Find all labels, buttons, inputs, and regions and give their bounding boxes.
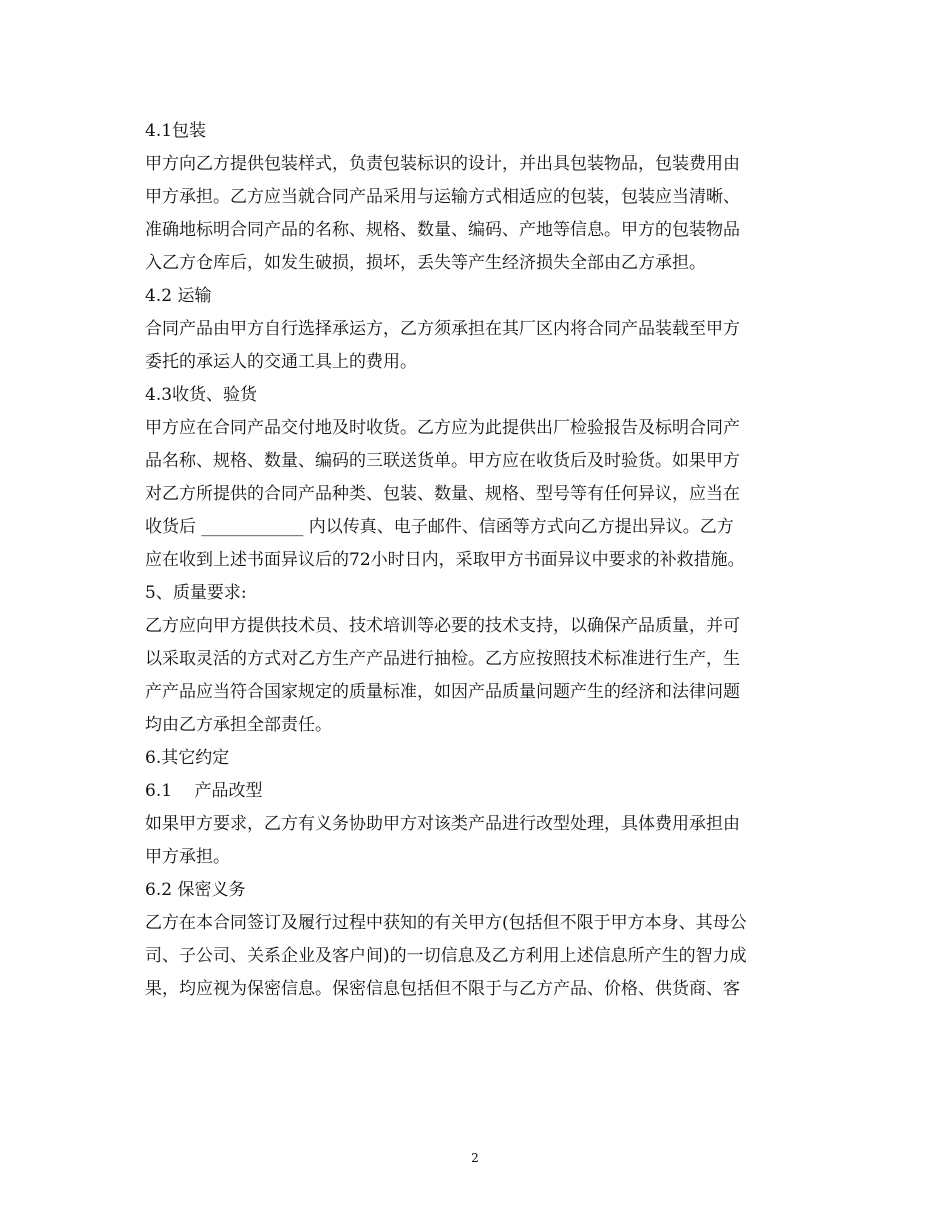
- paragraph-line: 乙方应向甲方提供技术员、技术培训等必要的技术支持，以确保产品质量，并可: [145, 616, 740, 636]
- paragraph-line: 甲方承担。: [145, 847, 230, 867]
- paragraph-line: 甲方应在合同产品交付地及时收货。乙方应为此提供出厂检验报告及标明合同产: [145, 418, 740, 438]
- paragraph-line: 合同产品由甲方自行选择承运方，乙方须承担在其厂区内将合同产品装载至甲方: [145, 319, 740, 339]
- paragraph-line: 品名称、规格、数量、编码的三联送货单。甲方应在收货后及时验货。如果甲方: [145, 451, 740, 471]
- paragraph-line: 委托的承运人的交通工具上的费用。: [145, 352, 417, 372]
- paragraph-line: 果，均应视为保密信息。保密信息包括但不限于与乙方产品、价格、供货商、客: [145, 979, 740, 999]
- paragraph-line: 甲方向乙方提供包装样式，负责包装标识的设计，并出具包装物品，包装费用由: [145, 154, 740, 174]
- section-heading-4-2: 4.2 运输: [145, 286, 212, 306]
- paragraph-line: 司、子公司、关系企业及客户间)的一切信息及乙方利用上述信息所产生的智力成: [145, 946, 747, 966]
- paragraph-line: 乙方在本合同签订及履行过程中获知的有关甲方(包括但不限于甲方本身、其母公: [145, 913, 747, 933]
- paragraph-line: 如果甲方要求，乙方有义务协助甲方对该类产品进行改型处理，具体费用承担由: [145, 814, 740, 834]
- page-number: 2: [471, 1151, 479, 1165]
- section-heading-4-1: 4.1包装: [145, 121, 207, 141]
- paragraph-line: 均由乙方承担全部责任。: [145, 715, 332, 735]
- paragraph-line: 应在收到上述书面异议后的72小时日内，采取甲方书面异议中要求的补救措施。: [145, 550, 745, 570]
- paragraph-line: 甲方承担。乙方应当就合同产品采用与运输方式相适应的包装，包装应当清晰、: [145, 187, 740, 207]
- paragraph-line: 对乙方所提供的合同产品种类、包装、数量、规格、型号等有任何异议，应当在: [145, 484, 740, 504]
- section-heading-5: 5、质量要求:: [145, 583, 247, 603]
- paragraph-line: 以采取灵活的方式对乙方生产产品进行抽检。乙方应按照技术标准进行生产，生: [145, 649, 740, 669]
- paragraph-line: 入乙方仓库后，如发生破损，损坏，丢失等产生经济损失全部由乙方承担。: [145, 253, 706, 273]
- paragraph-line: 准确地标明合同产品的名称、规格、数量、编码、产地等信息。甲方的包装物品: [145, 220, 740, 240]
- section-heading-4-3: 4.3收货、验货: [145, 385, 258, 405]
- document-body: [145, 115, 810, 1006]
- section-heading-6: 6.其它约定: [145, 748, 230, 768]
- paragraph-line: 收货后 ____________ 内以传真、电子邮件、信函等方式向乙方提出异议。乙方: [145, 517, 734, 537]
- section-heading-6-1: 6.1 产品改型: [145, 781, 263, 801]
- section-heading-6-2: 6.2 保密义务: [145, 880, 246, 900]
- paragraph-line: 产产品应当符合国家规定的质量标准，如因产品质量问题产生的经济和法律问题: [145, 682, 740, 702]
